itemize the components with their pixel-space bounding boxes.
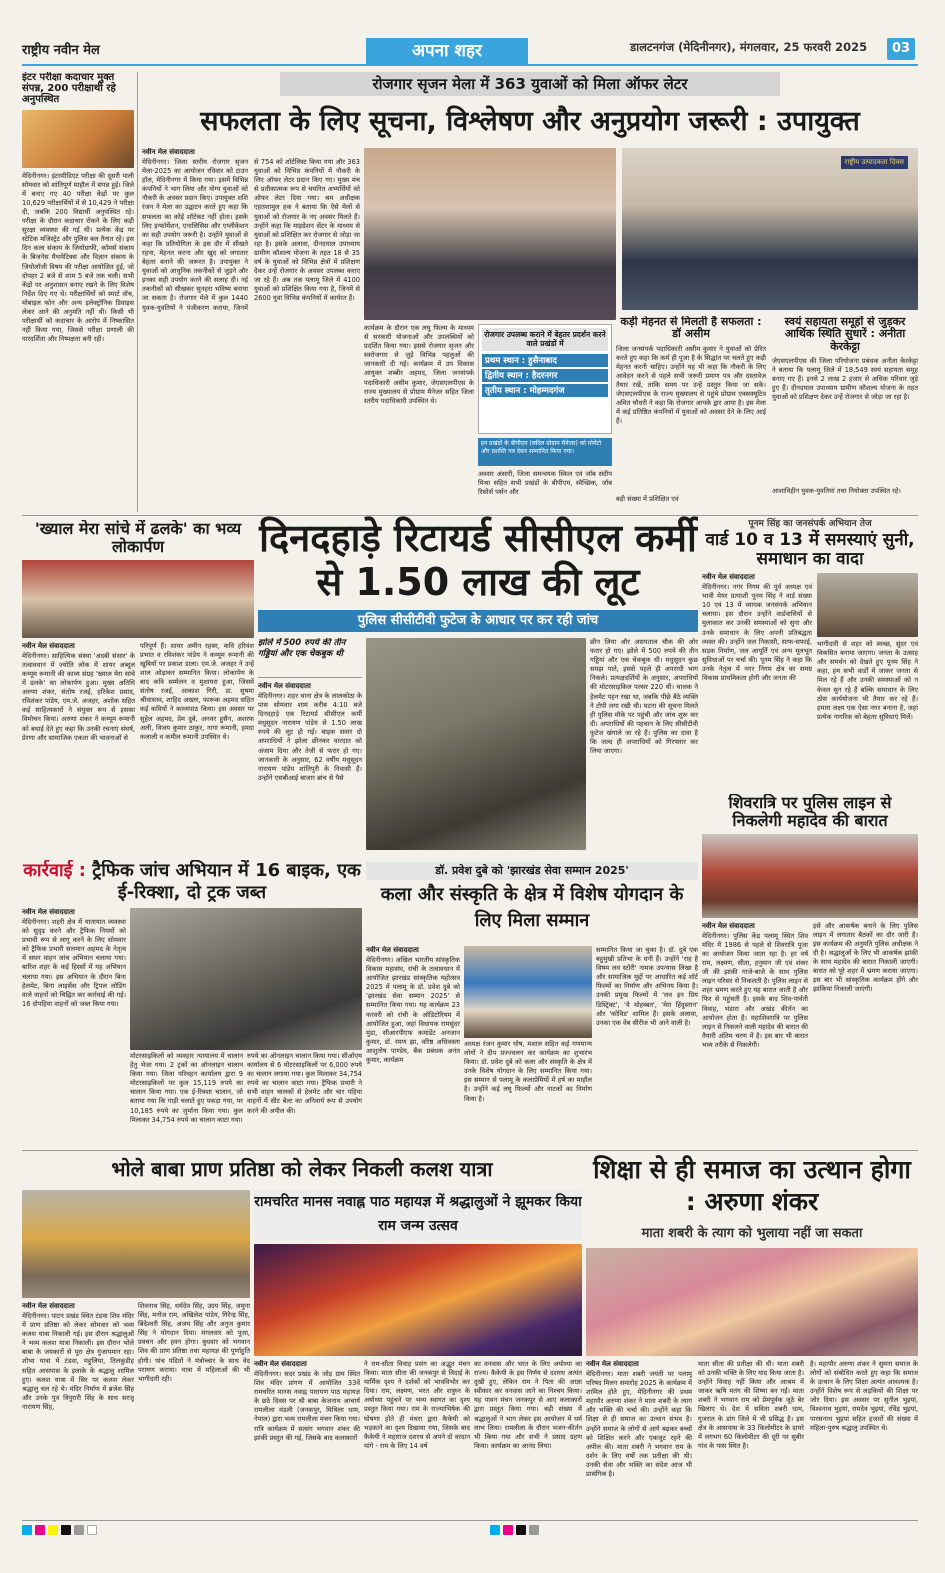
traffic-kicker: कार्रवाई :	[23, 860, 86, 881]
anita-tail: आशाविहीन युवक-युवतियां तथा नियोक्ता उपस्थित रहे।	[772, 486, 901, 495]
kalash-col-2	[138, 1302, 250, 1520]
award-headline-wrap	[366, 882, 698, 940]
shivratri-body: मेदिनीनगर। पुलिस केंद्र पलामू स्थित शिव मंदिर में 1986 से पहले से शिवरात्रि पूजा का आयोजन किया जाता रहा है। हर वर्ष राम, लक्ष्मण, सीता, हनुमान जी एवं शंकर जी की झांकी गाजे-बाजे के साथ पुलिस लाइन परिसर से निकलती है। पुलिस लाइन से शहर भ्रमण करते हुए यह बारात जाती है और फिर से पहुंचती है। इसके बाद शिव-पार्वती विवाह, भंडारा और अखंड कीर्तन का आयोजन होता है। महाशिवरात्रि पर पुलिस लाइन से निकलने वाली महादेव की बारात की तैयारी अंतिम चरण में है। इस बार भी बारात भव्य तरीके से निकलेगी।	[702, 931, 808, 1049]
masthead-rule	[22, 64, 918, 66]
swatch-cyan	[22, 1525, 32, 1535]
dateline: डालटनगंज (मेदिनीनगर), मंगलवार, 25 फरवरी 2025	[630, 40, 868, 54]
shabri-body: मेदिनीनगर। माता शबरी जयंती पर पलामू परिषद मिलन समारोह 2025 के कार्यक्रम में शामिल होते हुए, मेदिनीनगर की प्रथम महापौर अरुणा शंकर ने माता शबरी के त्याग और भक्ति की चर्चा की। उन्होंने कहा कि शिक्षा से ही समाज का उत्थान संभव है। उन्होंने समाज के लोगों से आगे बढ़कर बच्चों को शिक्षित करने और एकजुट रहने की अपील की। माता शबरी ने भगवान राम के दर्शन के लिए वर्षों तक प्रतीक्षा की थी। उनकी सेवा और भक्ति का संदेश आज भी प्रासंगिक है।	[586, 1370, 692, 1479]
ramcharit-body3: का वनवास और भरत के लिए अयोध्या का राज्य। कैकेयी के इस निर्णय से दशरथ अत्यंत दुखी हुए, लेकिन राम ने पिता की आज्ञा स्वीकार कर वनवास जाने का निश्चय किया। यह पावन मंचन जनकपुर से आए कलाकारों द्वारा प्रस्तुत किया गया। बड़ी संख्या में श्रद्धालुओं ने भाग लेकर इस आयोजन में धर्म लाभ लिया। रामलीला के दौरान भजन-कीर्तन भी किया गया और सभी ने प्रसाद ग्रहण किया। कार्यक्रम का आनंद लिया।	[474, 1360, 582, 1450]
kalash-body: मेदिनीनगर। पाटन प्रखंड स्थित टंडवा शिव मंदिर में प्राण प्रतिष्ठा को लेकर सोमवार को भव्य कलश यात्रा निकाली गई। इस दौरान श्रद्धालुओं ने भव्य कलश यात्रा निकाली। इस दौरान भोले बाबा के जयकारों से पूरा क्षेत्र गुंजायमान रहा। शोभा यात्रा में टंडवा, महुलिया, तिलकुडीह सहित आसपास के इलाके के श्रद्धालु शामिल हुए। कलश यात्रा में सिर पर कलश लेकर श्रद्धालु चल रहे थे। मंदिर निर्माण में ब्रजेश सिंह और उनके पुत्र त्रिपुरारी सिंह के साथ सरजू नारायण सिंह,	[22, 1312, 134, 1411]
ramcharit-body: मेदिनीनगर। सदर प्रखंड के जोड़ ग्राम स्थित शिव मंदिर प्रांगण में आयोजित 33वें रामचरित मानस नवाह्न पारायण पाठ महायज्ञ के छठे दिवस पर श्री बाबा केजनाथ आचार्य रामलीला मंडली (जनकपुर, मिथिला धाम, नेपाल) द्वारा भव्य रामलीला मंचन किया गया। रात्रि कार्यक्रम में सत्संग भगवान शंकर की झांकी प्रस्तुत की गई, जिसके बाद कलाकारों	[254, 1370, 360, 1442]
section-title: अपना शहर	[366, 38, 528, 64]
swatch-grey	[74, 1525, 84, 1535]
swatch-magenta	[35, 1525, 45, 1535]
award-kicker-wrap	[366, 862, 698, 880]
swatch-magenta-2	[503, 1525, 513, 1535]
lead-photo-1	[364, 148, 616, 320]
award-kicker[interactable]: डॉ. प्रवेश दुबे को 'झारखंड सेवा सम्मान 2025'	[435, 864, 629, 877]
loot-body4-col	[590, 638, 698, 860]
kalash-headline-wrap	[22, 1154, 582, 1184]
print-color-bar	[22, 1524, 918, 1536]
shivratri-col-2	[813, 922, 918, 1108]
loot-sidebox-text: झोले में 500 रुपये की तीन गड्डियां और एक चेकबुक थी	[258, 638, 346, 659]
ramcharit-photo	[254, 1244, 582, 1356]
traffic-headline[interactable]: ट्रैफिक जांच अभियान में 16 बाइक, एक ई-रिक्शा, दो ट्रक जब्त	[92, 860, 361, 903]
prize-title: रोजगार उपलब्ध कराने में बेहतर प्रदर्शन करने वाले प्रखंडों में	[482, 328, 608, 351]
newspaper-logo[interactable]: राष्ट्रीय नवीन मेल	[22, 43, 100, 58]
book-byline: नवीन मेल संवाददाता	[22, 641, 75, 650]
book-body: मेदिनीनगर। साहित्यिक संस्था 'अदबी संसार' के तत्वावधान में ज्योति लोक में शायर अब्दुल कय्यूम रूमानी की काव्य संग्रह 'ख्याल मेरा सांचे में ढलके' का लोकार्पण हुआ। मुख्य अतिथि अरुणा शंकर, संतोष रजई, हरिकेश प्रसाद, रविशंकर पांडेय, एम.जे. अजहर, अशोक सहित कई साहित्यकारों ने संयुक्त रूप से इसका विमोचन किया। अरुणा शंकर ने कय्यूम रूमानी को बधाई देते हुए कहा कि उनकी रचनाएं संघर्ष, प्रेरणा और सामाजिक एकता की भावनाओं से	[22, 651, 135, 742]
anita-headline[interactable]: स्वयं सहायता समूहों से जुड़कर आर्थिक स्थिति सुधारें : अनीता केरकेट्टा	[784, 316, 906, 353]
column-divider	[137, 72, 138, 512]
traffic-col-1	[22, 908, 126, 1148]
brief-exam-headline[interactable]: इंटर परीक्षा कदाचार मुक्त संपन्न, 200 परीक्षार्थी रहे अनुपस्थित	[22, 72, 116, 106]
swatch-white	[87, 1525, 97, 1535]
lead-body2	[364, 324, 474, 510]
ward-col-1	[702, 573, 812, 788]
traffic-body2: मोटरसाइकिलों को व्यवहार न्यायालय में चालान हेतु भेजा गया। 2 ट्रकों का ऑनलाइन चालान किया गया। जिला परिवहन कार्यालय द्वारा 9 मोटरसाइकिलों पर कुल 15,119 रुपये का चालान किया गया। एक ई-रिक्शा चालान, जो बताया गया कि गाड़ी चलाते हुए पकड़ा गया, पर 10,185 रुपये का जुर्माना किया गया। कुल मिलाकर 34,754 रुपये का चालान काटा गया।	[130, 1052, 243, 1124]
lead-photo-2	[622, 148, 918, 310]
shabri-subhead[interactable]: माता शबरी के त्याग को भुलाया नहीं जा सकता	[641, 1226, 863, 1241]
loot-body: मेदिनीनगर। शहर थाना क्षेत्र के लालकोठा के पास सोमवार शाम करीब 4:10 बजे दिनदहाड़े एक रिटायर्ड सीसीएल कर्मी मधुसूदन नारायण पांडेय से 1.50 लाख रुपये की लूट हो गई। बाइक सवार दो अपराधियों ने झोला छीनकर वारदात को अंजाम दिया और तेजी से फरार हो गए। जानकारी के अनुसार, 62 वर्षीय मधुसूदन नारायण पांडेय शांतिपुरी के निवासी हैं। उन्होंने एसबीआई बाजार ब्रांच से पैसे	[258, 692, 362, 782]
event-badge: राष्ट्रीय उत्पादकता दिवस	[841, 156, 908, 169]
book-columns	[22, 642, 254, 858]
anita-body: जेएसएलपीएस की जिला परियोजना प्रबंधक अनीता केरकेट्टा ने बताया कि पलामू जिले में 18,549 स्वयं सहायता समूह बनाए गए हैं। इनसे 2 लाख 2 हजार से अधिक परिवार जुड़े हुए हैं। दीनदयाल उपाध्याय ग्रामीण कौशल्य योजना के तहत युवाओं को प्रशिक्षण देकर उन्हें रोजगार से जोड़ा जा रहा है।	[772, 356, 918, 402]
shabri-photo	[586, 1248, 918, 1356]
ward-columns	[702, 573, 918, 788]
prize-1: प्रथम स्थान : हुसैनाबाद	[482, 354, 608, 367]
kalash-byline: नवीन मेल संवाददाता	[22, 1302, 75, 1310]
story-anita	[772, 316, 918, 512]
shivratri-byline: नवीन मेल संवाददाता	[702, 921, 755, 930]
swatch-grey-2	[529, 1525, 539, 1535]
shivratri-columns	[702, 922, 918, 1108]
story-asim	[616, 316, 766, 512]
traffic-headline-wrap	[22, 860, 362, 904]
prize-note-text: इन प्रखंडों के बीपीएम (स्कील प्रोग्राम मैनेजर) को मोमेंटो और प्रशस्ति पत्र देकर सम्मानित किया गया।	[481, 440, 602, 455]
loot-subhead	[258, 610, 698, 632]
asim-body: जिला जनसंपर्क पदाधिकारी असीम कुमार ने युवाओं को प्रेरित करते हुए कहा कि कर्म ही पूजा है के सिद्धांत पर चलते हुए कड़ी मेहनत करनी चाहिए। उन्होंने यह भी कहा कि नौकरी के लिए आवेदन करने से पहले सभी जरूरी प्रमाण पत्र और दस्तावेज तैयार रखें, ताकि समय पर उन्हें प्रस्तुत किया जा सके। जेएसएलपीएस के राज्य मुख्यालय से पहुंचे प्रोग्राम एक्सक्यूटिव अमित चौधरी ने कहा कि रोजगार आपके द्वार आया है। इस मेला में कई प्रतिष्ठित कंपनियों में युवाओं को अवसर देने के लिए आई हैं।	[616, 344, 766, 426]
shivratri-col-1	[702, 922, 808, 1108]
ramcharit-body2: ने राम-सीता विवाह प्रसंग का अद्भुत मंचन किया। माता सीता की जनकपुर से विदाई के मार्मिक दृश्य ने दर्शकों को भावविभोर कर दिया। राम, लक्ष्मण, भरत और शत्रुघ्न के अयोध्या पहुंचने पर भव्य स्वागत का दृश्य प्रस्तुत किया गया। राम के राज्याभिषेक की घोषणा होते ही मंथरा द्वारा कैकेयी को भड़काने का दृश्य दिखाया गया, जिसके बाद कैकेयी ने महाराज दशरथ से अपने दो वरदान मांगे - राम के लिए 14 वर्ष	[364, 1360, 470, 1450]
book-headline[interactable]: 'ख्याल मेरा सांचे में ढलके' का भव्य लोकार्पण	[34, 520, 242, 556]
traffic-photo	[130, 908, 362, 1050]
lead-byline: नवीन मेल संवाददाता	[142, 148, 195, 156]
ward-body: मेदिनीनगर। नगर निगम की पूर्व अध्यक्ष एवं भावी मेयर प्रत्याशी पूनम सिंह ने वार्ड संख्या 10 एवं 13 में व्यापक जनसंपर्क अभियान चलाया। इस दौरान उन्होंने वार्डवासियों से मुलाकात कर उनकी समस्याओं को सुना और उनके समाधान के लिए अपनी प्रतिबद्धता व्यक्त की। उन्होंने जल निकासी, साफ-सफाई, सड़क निर्माण, जल आपूर्ति एवं अन्य मूलभूत सुविधाओं पर चर्चा की। पूनम सिंह ने कहा कि उनके नेतृत्व में नगर निगम क्षेत्र का समग्र विकास प्राथमिकता होगी और जनता की	[702, 583, 812, 682]
prize-list	[482, 354, 608, 397]
traffic-body3: रुपये का ऑनलाइन चालान किया गया। सीओएम कार्यालय से 6 मोटरसाइकिलों पर 6,000 रुपये का चालान लगाया गया। कुल मिलाकर 34,754 रुपये का चालान काटा गया। ट्रैफिक प्रभारी ने सभी वाहन चालकों से हेलमेट और चार पहिया वाहनों में सीट बेल्ट का अनिवार्य रूप से उपयोग करने की अपील की।	[247, 1052, 362, 1115]
shabri-headline[interactable]: शिक्षा से ही समाज का उत्थान होगा : अरुणा शंकर	[593, 1155, 911, 1216]
traffic-body: मेदिनीनगर। शहरी क्षेत्र में यातायात व्यवस्था को सुदृढ़ करने और ट्रैफिक नियमों को प्रभावी रूप से लागू करने के लिए सोमवार को ट्रैफिक प्रभारी सलमान अहमद के नेतृत्व में सघन वाहन जांच अभियान चलाया गया। बारिश शहर के कई हिस्सों में यह अभियान चलाया गया। इस अभियान के दौरान बिना हेलमेट, बिना लाइसेंस और ट्रिपल लोडिंग वाले वाहनों को चिह्नित कर कार्रवाई की गई। 16 दोपहिया वाहनों को जब्त किया गया।	[22, 918, 126, 1008]
ramcharit-col-3	[474, 1360, 582, 1520]
loot-sidebox	[258, 638, 362, 678]
ward-byline: नवीन मेल संवाददाता	[702, 573, 755, 582]
loot-headline[interactable]: दिनदहाड़े रिटायर्ड सीसीएल कर्मी से 1.50 लाख की लूट	[259, 516, 697, 604]
ramcharit-headline[interactable]: रामचरित मानस नवाह्न पाठ महायज्ञ में श्रद्धालुओं ने झूमकर किया राम जन्म उत्सव	[254, 1194, 582, 1234]
page-number: 03	[887, 38, 915, 60]
book-col-2	[140, 642, 254, 858]
loot-headline-wrap	[258, 516, 698, 606]
lead-headline-wrap	[142, 102, 918, 144]
ramcharit-headline-wrap	[254, 1190, 582, 1240]
kalash-photo	[22, 1190, 250, 1298]
asim-headline[interactable]: कड़ी मेहनत से मिलती है सफलता : डॉ असीम	[620, 316, 762, 341]
shabri-col-2	[698, 1360, 804, 1520]
ramcharit-byline: नवीन मेल संवाददाता	[254, 1360, 307, 1368]
shivratri-headline[interactable]: शिवरात्रि पर पुलिस लाइन से निकलेगी महादेव की बारात	[728, 794, 892, 830]
traffic-col-2	[130, 1052, 243, 1148]
lead-body2-text: कार्यक्रम के दौरान एक लघु फिल्म के माध्यम से सरकारी योजनाओं और उपलब्धियों को प्रदर्शित किया गया। इससे रोजगार सृजन और स्वरोजगार से जुड़े विभिन्न पहलुओं की जानकारी दी गई। कार्यक्रम में उप विकास आयुक्त शब्बीर अहमद, जिला जनसंपर्क पदाधिकारी असीम कुमार, जेएसएलपीएस के राज्य मुख्यालय से प्रोग्राम मैनेजर सहित जिला स्तरीय पदाधिकारी उपस्थित थे।	[364, 324, 474, 405]
kalash-body2: शिवनाथ सिंह, धर्मदेव सिंह, उदय सिंह, जमुना सिंह, मनोज राम, अखिलेश पांडेय, गिरेन्द्र सिंह, बिंदेश्वरी सिंह, अजय सिंह और अनुज कुमार सिंह ने योगदान दिया। मंगलवार को पूजा, प्रवचन और हवन होगा। बुधवार को भगवान शिव की प्राण प्रतिष्ठा तथा महायज्ञ की पूर्णाहुति होगी। पांच पंडितों ने मंत्रोच्चार के साथ वेद परायण कराया। यात्रा में महिलाओं की भी भागीदारी रही।	[138, 1302, 250, 1383]
story-traffic	[22, 860, 362, 904]
prize-note	[478, 438, 612, 466]
story-ward	[702, 516, 918, 796]
shabri-subhead-wrap	[586, 1224, 918, 1244]
shabri-col-1	[586, 1360, 692, 1520]
exam-photo	[22, 110, 134, 168]
award-col-1	[366, 946, 460, 1148]
shabri-col-3	[810, 1360, 918, 1520]
lead-kicker	[280, 72, 780, 96]
award-headline[interactable]: कला और संस्कृति के क्षेत्र में विशेष योगदान के लिए मिला सम्मान	[380, 884, 684, 931]
ward-body2: भागीदारी से शहर को स्वच्छ, सुंदर एवं विकसित बनाया जाएगा। जनता के उत्साह और समर्थन को देखते हुए पूनम सिंह ने कहा, हम सभी वार्डों में जाकर जनता से मिल रहे हैं और उनकी समस्याओं को न केवल सुन रहे हैं बल्कि समाधान के लिए ठोस कार्ययोजना भी तैयार कर रहे हैं। हमारा लक्ष्य एक ऐसा नगर बनाना है, जहां प्रत्येक नागरिक को बेहतर सुविधाएं मिलें।	[817, 640, 918, 721]
award-col-2	[464, 1040, 592, 1148]
swatch-cyan-2	[490, 1525, 500, 1535]
lead-body-col	[142, 148, 360, 510]
story-book	[22, 520, 254, 858]
shabri-headline-wrap	[586, 1154, 918, 1224]
lead-body3	[478, 470, 612, 510]
kalash-col-1	[22, 1302, 134, 1520]
ward-photo	[817, 573, 918, 637]
shivratri-body2: इसे और आकर्षक बनाने के लिए पुलिस लाइन में लगातार बैठकों का दौर जारी है। इस कार्यक्रम की अनुमति पुलिस अधीक्षक ने दी है। श्रद्धालुओं के लिए भी आकर्षक झांकी के साथ महादेव की बारात निकाली जाएगी। बारात को पूरे शहर में भ्रमण कराया जाएगा। इस बार भी सांस्कृतिक कार्यक्रम होंगे और झांकियां निकाली जाएंगी।	[813, 921, 918, 994]
award-photo	[464, 946, 592, 1038]
story-shivratri	[702, 794, 918, 1114]
loot-body4: छीन लिया और असपताल चौक की ओर फरार हो गए। झोले में 500 रुपये की तीन गड्डियां और एक चेकबुक थी। मधुसूदन कुछ समझ पाते, इससे पहले ही अपराधी भाग निकले। प्रत्यक्षदर्शियों के अनुसार, अपराधियों की मोटरसाइकिल पल्सर 220 थी। चालक ने हेलमेट पहन रखा था, जबकि पीछे बैठे व्यक्ति ने टोपी लगा रखी थी। घटना की सूचना मिलते ही पुलिस मौके पर पहुंची और जांच शुरू कर दी। अपराधियों की पहचान के लिए सीसीटीवी फुटेज खंगाले जा रहे हैं। पुलिस का दावा है कि जल्द ही अपराधियों को गिरफ्तार कर लिया जाएगा।	[590, 638, 698, 756]
shabri-body2: माता सीता की प्रतीक्षा की थी। माता शबरी को उनकी भक्ति के लिए याद किया जाता है। उन्होंने विवाह नहीं किया और आश्रम में जाकर ऋषि मतंग की शिष्या बन गईं। माता शबरी ने भगवान राम को प्रेमपूर्वक जूठे बेर खिलाए थे। देश में सविता शबरी धाम, गुजरात के डांग जिले में भी प्रसिद्ध है। इस क्षेत्र के आसपास के 33 किलोमीटर के दायरे में लगभग 60 किलोमीटर की दूरी पर सुबीर गांव के पास स्थित है।	[698, 1360, 804, 1450]
book-col-1	[22, 642, 135, 858]
swatch-yellow	[48, 1525, 58, 1535]
registration-dot	[516, 1525, 526, 1535]
award-col-3	[596, 946, 698, 1148]
prize-box	[478, 324, 612, 434]
loot-col-1	[258, 682, 362, 858]
ward-col-2	[817, 573, 918, 788]
award-body3: सम्मानित किया जा चुका है। डॉ. दुबे एक बहुमुखी प्रतिभा के धनी हैं। उन्होंने 'राह है विषम लव स्टोरी' नामक उपन्यास लिखा है और सामाजिक मुद्दों पर आधारित कई शॉर्ट फिल्मों का निर्माण और अभिनय किया है। उनकी प्रमुख फिल्मों में 'लव इन प्रिय डिस्ट्रिक्ट', 'ये मोहब्बत', 'मेरा हिंदुस्तान' और 'कोविड' शामिल हैं। इसके अलावा, उनका एक वेब सीरीज भी आने वाली है।	[596, 946, 698, 1027]
award-byline: नवीन मेल संवाददाता	[366, 946, 419, 954]
prize-2: द्वितीय स्थान : हैदरनगर	[482, 369, 608, 382]
shabri-body3: है। महापौर अरुणा शंकर ने सुमना समाज के लोगों को संबोधित करते हुए कहा कि समाज के उत्थान के लिए शिक्षा अत्यंत आवश्यक है। उन्होंने विशेष रूप से लड़कियों की शिक्षा पर जोर दिया। इस अवसर पर सुनील भुइयां, विश्वनाथ भुइयां, रामदेव भुइयां, रविंद्र भुइयां, पारसनाथ भुइयां सहित हजारों की संख्या में महिला-पुरुष श्रद्धालु उपस्थित थे।	[810, 1360, 918, 1432]
ramcharit-col-1	[254, 1360, 360, 1520]
traffic-byline: नवीन मेल संवाददाता	[22, 908, 75, 916]
brief-exam-body: मेदिनीनगर। इंटरमीडिएट परीक्षा की दूसरी पाली सोमवार को शांतिपूर्ण माहौल में संपन्न हुई। जिले में बनाए गए 40 परीक्षा केंद्रों पर कुल 10,629 परीक्षार्थियों में से 10,429 ने परीक्षा दी, जबकि 200 विद्यार्थी अनुपस्थित रहे। परीक्षा के दौरान कदाचार रोकने के लिए कड़ी सुरक्षा व्यवस्था की गई थी। प्रत्येक केंद्र पर स्टेटिक मजिस्ट्रेट और पुलिस बल तैनात रहे। इस दिन कला संकाय के जियोग्राफी, कॉमर्स संकाय के बिजनेस मैथमेटिक्स और विज्ञान संकाय के जियोलॉजी विषय की परीक्षा आयोजित हुई, जो दोपहर 2 बजे से शाम 5 बजे तक चली। सभी केंद्रों पर अनुशासन बनाए रखने के लिए विशेष निर्देश दिए गए थे। परीक्षार्थियों को स्मार्ट वॉच, मोबाइल फोन और अन्य इलेक्ट्रॉनिक डिवाइस लेकर आने की अनुमति नहीं थी। किसी भी परीक्षार्थी को कदाचार के आरोप में निष्कासित नहीं किया गया, जिससे परीक्षा प्रणाली की पारदर्शिता और निष्पक्षता बनी रही।	[22, 171, 134, 344]
lead-body: मेदिनीनगर। जिला स्तरीय रोजगार सृजन मेला-2025 का आयोजन रविवार को टाउन हॉल, मेदिनीनगर में किया गया। इसमें विभिन्न कंपनियों ने भाग लिया और योग्य युवाओं को नौकरी के अवसर प्रदान किए। उपायुक्त शशि रंजन ने मेला का उद्घाटन करते हुए कहा कि सफलता का कोई शॉर्टकट नहीं होता। इसके लिए इन्फॉर्मेशन, एनालिसिस और एप्लीकेशन का सही उपयोग जरूरी है। उन्होंने युवाओं से कहा कि प्रतियोगिता के इस दौर में सीखते रहना, मेहनत करना और खुद को लगातार बेहतर बनाने की जरूरत है। उपायुक्त ने युवाओं को आधुनिक तकनीकों से जुड़ने और इनका सही उपयोग करने की सलाह दी। नई तकनीकों को सीखकर सुनहरा भविष्य बनाया जा सकता है। रोजगार मेले में कुल 1440 युवक-युवतियों ने पंजीकरण कराया, जिनमें से 754 को शॉर्टलिस्ट किया गया और 363 युवाओं को विभिन्न कंपनियों में नौकरी के लिए ऑफर लेटर प्रदान किए गए। मुख्य मंच से प्रतीकात्मक रूप से चयनित अभ्यर्थियों को ऑफर लेटर दिया गया। श्रम अधीक्षक एहतशामुल हक ने बताया कि ऐसे मेलों से युवाओं को रोजगार के नए अवसर मिलते हैं। उन्होंने कहा कि माइग्रेशन सेंटर के माध्यम से युवाओं को प्रशिक्षित कर रोजगार से जोड़ा जा रहा है। इसके अलावा, दीनदयाल उपाध्याय ग्रामीण कौशल्य योजना के तहत 18 से 35 वर्ष के युवाओं को विभिन्न क्षेत्रों में प्रशिक्षण देकर उन्हें रोजगार के अवसर उपलब्ध कराए जा रहे हैं। अब तक पलामू जिले में 4100 युवाओं को प्रशिक्षित किया गया है, जिनमें से 2600 युवा विभिन्न कंपनियों में कार्यरत हैं।	[142, 158, 360, 312]
ward-headline[interactable]: वार्ड 10 व 13 में समस्याएं सुनी, समाधान का वादा	[705, 530, 915, 570]
lead-kicker-text[interactable]: रोजगार सृजन मेला में 363 युवाओं को मिला ऑफर लेटर	[372, 75, 688, 93]
award-body: मेदिनीनगर। अखिल भारतीय सांस्कृतिक विकास महासंघ, रांची के तत्वावधान में आयोजित झारखंड सांस्कृतिक महोत्सव 2025 में पलामू के डॉ. प्रवेश दुबे को 'झारखंड सेवा सम्मान 2025' से सम्मानित किया गया। यह कार्यक्रम 23 फरवरी को रांची के ऑडिटोरियम में आयोजित हुआ, जहां विधायक रामसुंदर मुंडा, सीआरपीएफ कमांडेंट अनजान कुमार, डॉ. रमण झा, वरिष्ठ अधिवक्ता आशुतोष पाण्डेय, बैंक प्रबंधक अनंत कुमार, कार्यक्रम	[366, 956, 460, 1065]
award-body2: अध्यक्ष रंजन कुमार घोष, मशाल सहित कई गणमान्य लोगों ने दीप प्रज्ज्वलन कर कार्यक्रम का शुभारंभ किया। डॉ. प्रवेश दुबे को कला और संस्कृति के क्षेत्र में उनके विशेष योगदान के लिए सम्मानित किया गया। इस सम्मान से पलामू के कलाप्रेमियों में हर्ष का माहौल है। उन्होंने कई लघु फिल्मों और नाटकों का निर्माण किया है।	[464, 1040, 592, 1103]
prize-3: तृतीय स्थान : मोहम्मदगंज	[482, 384, 608, 397]
ramcharit-col-2	[364, 1360, 470, 1520]
book-body2: परिपूर्ण हैं। शायर अमीन रहबर, कवि हरिवंश प्रभात व रविशंकर पांडेय ने कय्यूम रूमानी की खूबियों पर प्रकाश डाला। एम.जे. अजहर ने उन्हें शाल ओढ़ाकर सम्मानित किया। लोकार्पण के बाद कवि सम्मेलन व मुशायरा हुआ, जिसमें संतोष रजई, आकाश गिरी, डा. सुषमा श्रीवास्तव, शाहिद अख्तर, फारूक अहमद सहित कई कवियों ने काव्यपाठ किया। इस अवसर पर सुहेल अहमद, प्रेम दुबे, अनवर हुसैन, अशरफ अली, विजय कुमार ठाकुर, नागा रूमानी, हमदा कलाली व कमील रूमानी उपस्थित थे।	[140, 641, 254, 741]
asim-tail: बड़ी संख्या में प्रशिक्षित एवं	[616, 494, 679, 503]
lead-headline[interactable]: सफलता के लिए सूचना, विश्लेषण और अनुप्रयोग जरूरी : उपायुक्त	[200, 106, 860, 137]
ward-kicker: पूनम सिंह का जनसंपर्क अभियान तेज	[748, 519, 872, 529]
loot-subhead-text[interactable]: पुलिस सीसीटीवी फुटेज के आधार पर कर रही जांच	[357, 613, 599, 628]
bottom-rule	[22, 1520, 918, 1521]
book-photo	[22, 560, 254, 638]
shivratri-photo	[702, 834, 918, 918]
traffic-col-3	[247, 1052, 362, 1148]
lead-body3-text: अवसर अंसारी, जिला समन्वयक स्किल एवं जॉब संदीप मिश्रा सहित सभी प्रखंडों के बीपीएम, स्वैच्छिक, जॉब रिसोर्स पर्सन और	[478, 470, 612, 497]
kalash-headline[interactable]: भोले बाबा प्राण प्रतिष्ठा को लेकर निकली कलश यात्रा	[111, 1157, 493, 1181]
cctv-photo	[366, 638, 586, 850]
brief-exam	[22, 72, 134, 512]
row-divider-2	[22, 1150, 918, 1151]
loot-byline: नवीन मेल संवाददाता	[258, 682, 311, 690]
shabri-byline: नवीन मेल संवाददाता	[586, 1360, 639, 1368]
loot-col-2	[366, 852, 474, 860]
swatch-black	[61, 1525, 71, 1535]
